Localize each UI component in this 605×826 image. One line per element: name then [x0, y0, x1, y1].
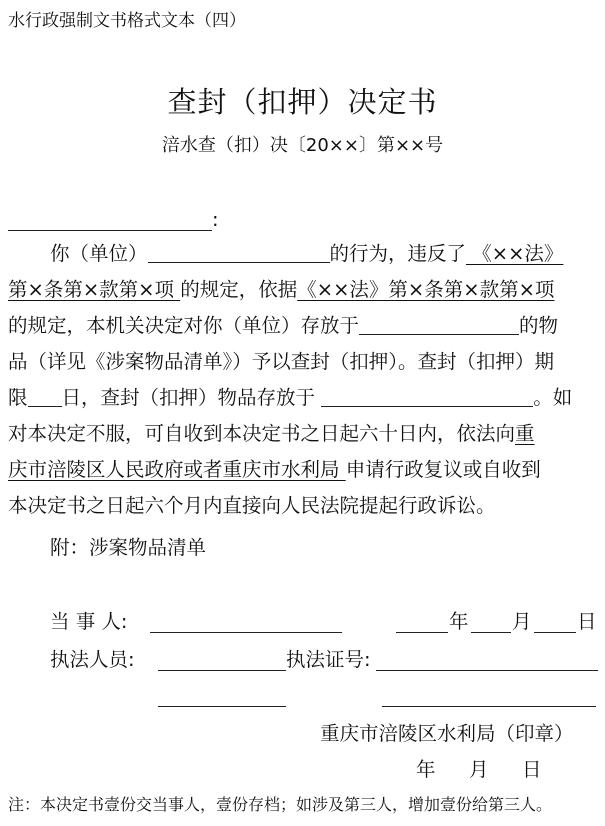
body-text: 的物 — [519, 314, 559, 337]
document-title: 查封（扣押）决定书 — [167, 85, 438, 119]
year-blank[interactable] — [396, 632, 448, 633]
attachment-note: 附：涉案物品清单 — [50, 536, 207, 559]
body-text: 日，查封（扣押）物品存放于 — [61, 386, 322, 409]
body-line-1 — [50, 236, 563, 271]
body-text: 限 — [8, 386, 28, 409]
basis-law: 《××法》第×条第×款第×项 — [297, 278, 555, 301]
seal-year-label: 年 — [416, 758, 436, 781]
body-line-8: 本决定书之日起六个月内直接向人民法院提起行政诉讼。 — [8, 494, 496, 517]
month-blank[interactable] — [471, 632, 511, 633]
body-line-6 — [8, 416, 535, 451]
year-label: 年 — [449, 610, 469, 633]
body-text: 对本决定不服，可自收到本决定书之日起六十日内，依法向 — [8, 422, 516, 445]
period-days-blank[interactable] — [28, 384, 62, 407]
storage-location-blank[interactable] — [359, 312, 519, 335]
officer-label: 执法人员: — [50, 648, 135, 671]
issuing-authority: 重庆市涪陵区水利局（印章） — [320, 722, 574, 745]
body-text: 的规定，本机关决定对你（单位）存放于 — [8, 314, 360, 337]
body-line-2 — [8, 272, 554, 307]
violated-article: 第×条第×款第×项 — [8, 278, 181, 301]
footer-note: 注：本决定书壹份交当事人，壹份存档；如涉及第三人，增加壹份给第三人。 — [8, 795, 553, 814]
cert-blank-2[interactable] — [382, 706, 596, 707]
day-blank[interactable] — [534, 632, 576, 633]
officer-blank[interactable] — [158, 670, 286, 671]
party-blank[interactable] — [148, 240, 330, 263]
addressee-blank[interactable] — [8, 230, 212, 231]
cert-label: 执法证号: — [286, 648, 371, 671]
officer-blank-2[interactable] — [158, 706, 286, 707]
party-label: 当 事 人: — [50, 610, 128, 633]
addressee-colon: : — [212, 208, 219, 231]
seized-storage-blank[interactable] — [321, 384, 533, 407]
form-header: 水行政强制文书格式文本（四） — [8, 11, 246, 31]
body-text: 的规定，依据 — [180, 278, 298, 301]
body-text: 的行为，违反了 — [329, 242, 467, 265]
seal-day-label: 日 — [522, 758, 542, 781]
body-text: 你（单位） — [50, 242, 148, 265]
body-line-7 — [8, 452, 541, 487]
month-label: 月 — [512, 610, 532, 633]
review-authority: 庆市涪陵区人民政府或者重庆市水利局 — [8, 458, 346, 481]
party-signature-blank[interactable] — [150, 632, 342, 633]
seal-month-label: 月 — [469, 758, 489, 781]
review-authority: 重 — [515, 422, 535, 445]
violated-law: 《××法》 — [466, 242, 564, 265]
body-line-5 — [8, 380, 572, 415]
body-line-4: 品（详见《涉案物品清单》）予以查封（扣押）。查封（扣押）期 — [8, 350, 555, 373]
cert-blank[interactable] — [376, 670, 598, 671]
body-line-3 — [8, 308, 558, 343]
body-text: 。如 — [533, 386, 573, 409]
body-text: 申请行政复议或自收到 — [345, 458, 541, 481]
day-label: 日 — [577, 610, 597, 633]
document-number: 涪水查（扣）决〔20××〕第××号 — [161, 135, 444, 156]
